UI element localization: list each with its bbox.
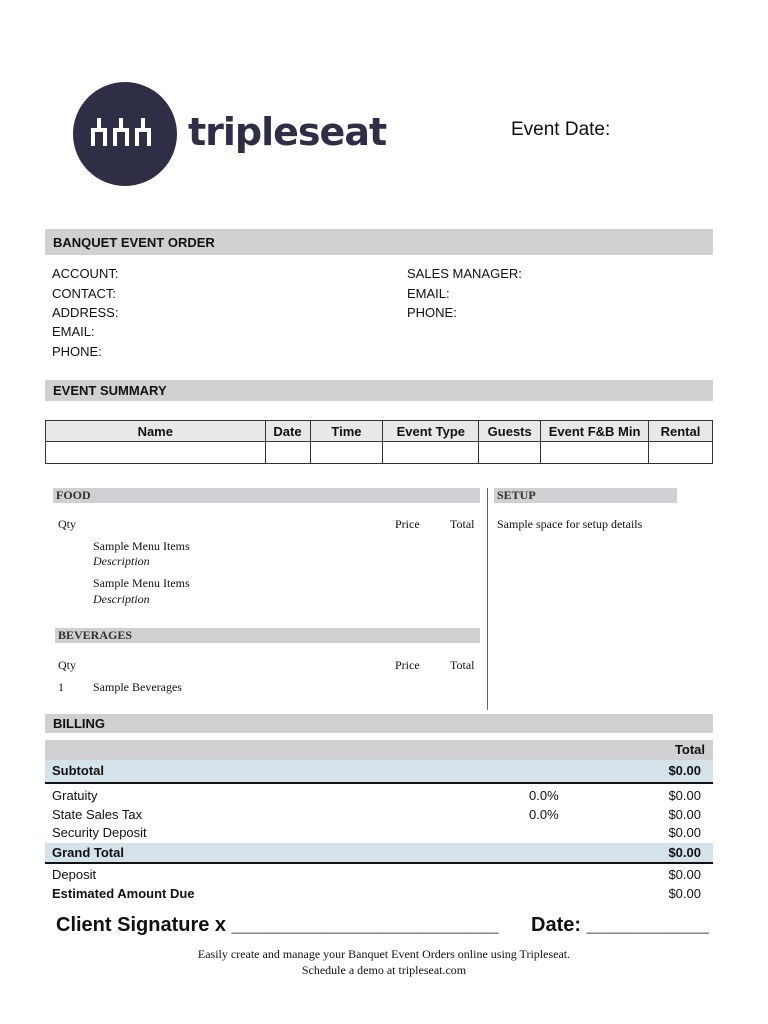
table-row: [46, 442, 713, 464]
column-date: Date: [265, 421, 310, 442]
security-deposit-row: [45, 823, 713, 842]
gratuity-row: [45, 786, 713, 805]
table-cell: [479, 442, 541, 464]
sales-tax-percent: 0.0%: [529, 807, 559, 822]
sales-tax-label: State Sales Tax: [52, 807, 143, 822]
client-signature-line: Client Signature x ________________________: [56, 914, 499, 936]
menu-item-name: Sample Menu Items: [93, 539, 190, 553]
food-header: FOOD: [53, 488, 480, 503]
sales-manager-label: SALES MANAGER:: [407, 266, 522, 281]
address-label: ADDRESS:: [52, 305, 119, 320]
food-qty-header: Qty: [58, 517, 76, 531]
manager-email-label: EMAIL:: [407, 286, 450, 301]
divider: [45, 862, 713, 864]
column-time: Time: [310, 421, 383, 442]
deposit-amount: $0.00: [668, 867, 701, 882]
brand-name: tripleseat: [188, 110, 387, 154]
banquet-event-order-header: BANQUET EVENT ORDER: [45, 229, 713, 255]
table-cell: [383, 442, 479, 464]
setup-details: Sample space for setup details: [497, 517, 643, 531]
column-guests: Guests: [479, 421, 541, 442]
estimated-due-amount: $0.00: [668, 886, 701, 901]
column-rental: Rental: [649, 421, 713, 442]
table-cell: [649, 442, 713, 464]
subtotal-row: [45, 760, 713, 782]
event-date-label: Event Date:: [511, 119, 611, 140]
beverage-qty: 1: [58, 680, 64, 694]
menu-item-description: Description: [93, 592, 150, 606]
beverage-name: Sample Beverages: [93, 680, 182, 694]
column-name: Name: [46, 421, 266, 442]
sales-tax-row: [45, 805, 713, 824]
security-deposit-amount: $0.00: [668, 825, 701, 840]
grand-total-amount: $0.00: [668, 845, 701, 860]
sales-tax-amount: $0.00: [668, 807, 701, 822]
billing-total-header-row: [45, 740, 713, 760]
grand-total-row: [45, 843, 713, 862]
setup-header: SETUP: [494, 488, 677, 503]
beverages-total-header: Total: [450, 658, 475, 672]
gratuity-label: Gratuity: [52, 788, 98, 803]
gratuity-amount: $0.00: [668, 788, 701, 803]
estimated-due-label: Estimated Amount Due: [52, 886, 195, 901]
phone-label: PHONE:: [52, 344, 102, 359]
deposit-row: [45, 865, 713, 884]
column-divider: [487, 488, 488, 710]
grand-total-label: Grand Total: [52, 845, 124, 860]
food-total-header: Total: [450, 517, 475, 531]
event-summary-header: EVENT SUMMARY: [45, 380, 713, 401]
billing-header: BILLING: [45, 714, 713, 733]
table-cell: [46, 442, 266, 464]
gratuity-percent: 0.0%: [529, 788, 559, 803]
beverages-price-header: Price: [395, 658, 420, 672]
deposit-label: Deposit: [52, 867, 97, 882]
beverages-header: BEVERAGES: [55, 628, 480, 643]
signature-date-line: Date: ___________: [531, 914, 709, 936]
footer-promo-text: Easily create and manage your Banquet Event Orders online using Tripleseat.: [197, 947, 571, 961]
billing-total-header: Total: [674, 742, 705, 757]
table-cell: [265, 442, 310, 464]
table-cell: [310, 442, 383, 464]
food-price-header: Price: [395, 517, 420, 531]
menu-item-description: Description: [93, 554, 150, 568]
email-label: EMAIL:: [52, 324, 95, 339]
table-header-row: [46, 421, 713, 442]
manager-phone-label: PHONE:: [407, 305, 457, 320]
beverages-qty-header: Qty: [58, 658, 76, 672]
subtotal-amount: $0.00: [668, 763, 701, 778]
footer-demo-text: Schedule a demo at tripleseat.com: [301, 963, 467, 977]
menu-item-name: Sample Menu Items: [93, 576, 190, 590]
security-deposit-label: Security Deposit: [52, 825, 147, 840]
column-event-type: Event Type: [383, 421, 479, 442]
column-fb-min: Event F&B Min: [541, 421, 649, 442]
estimated-due-row: [45, 884, 713, 903]
contact-label: CONTACT:: [52, 286, 117, 301]
event-summary-table: [45, 420, 713, 464]
divider: [45, 782, 713, 784]
account-label: ACCOUNT:: [52, 266, 119, 281]
tripleseat-logo-icon: [73, 82, 177, 186]
subtotal-label: Subtotal: [52, 763, 104, 778]
table-cell: [541, 442, 649, 464]
